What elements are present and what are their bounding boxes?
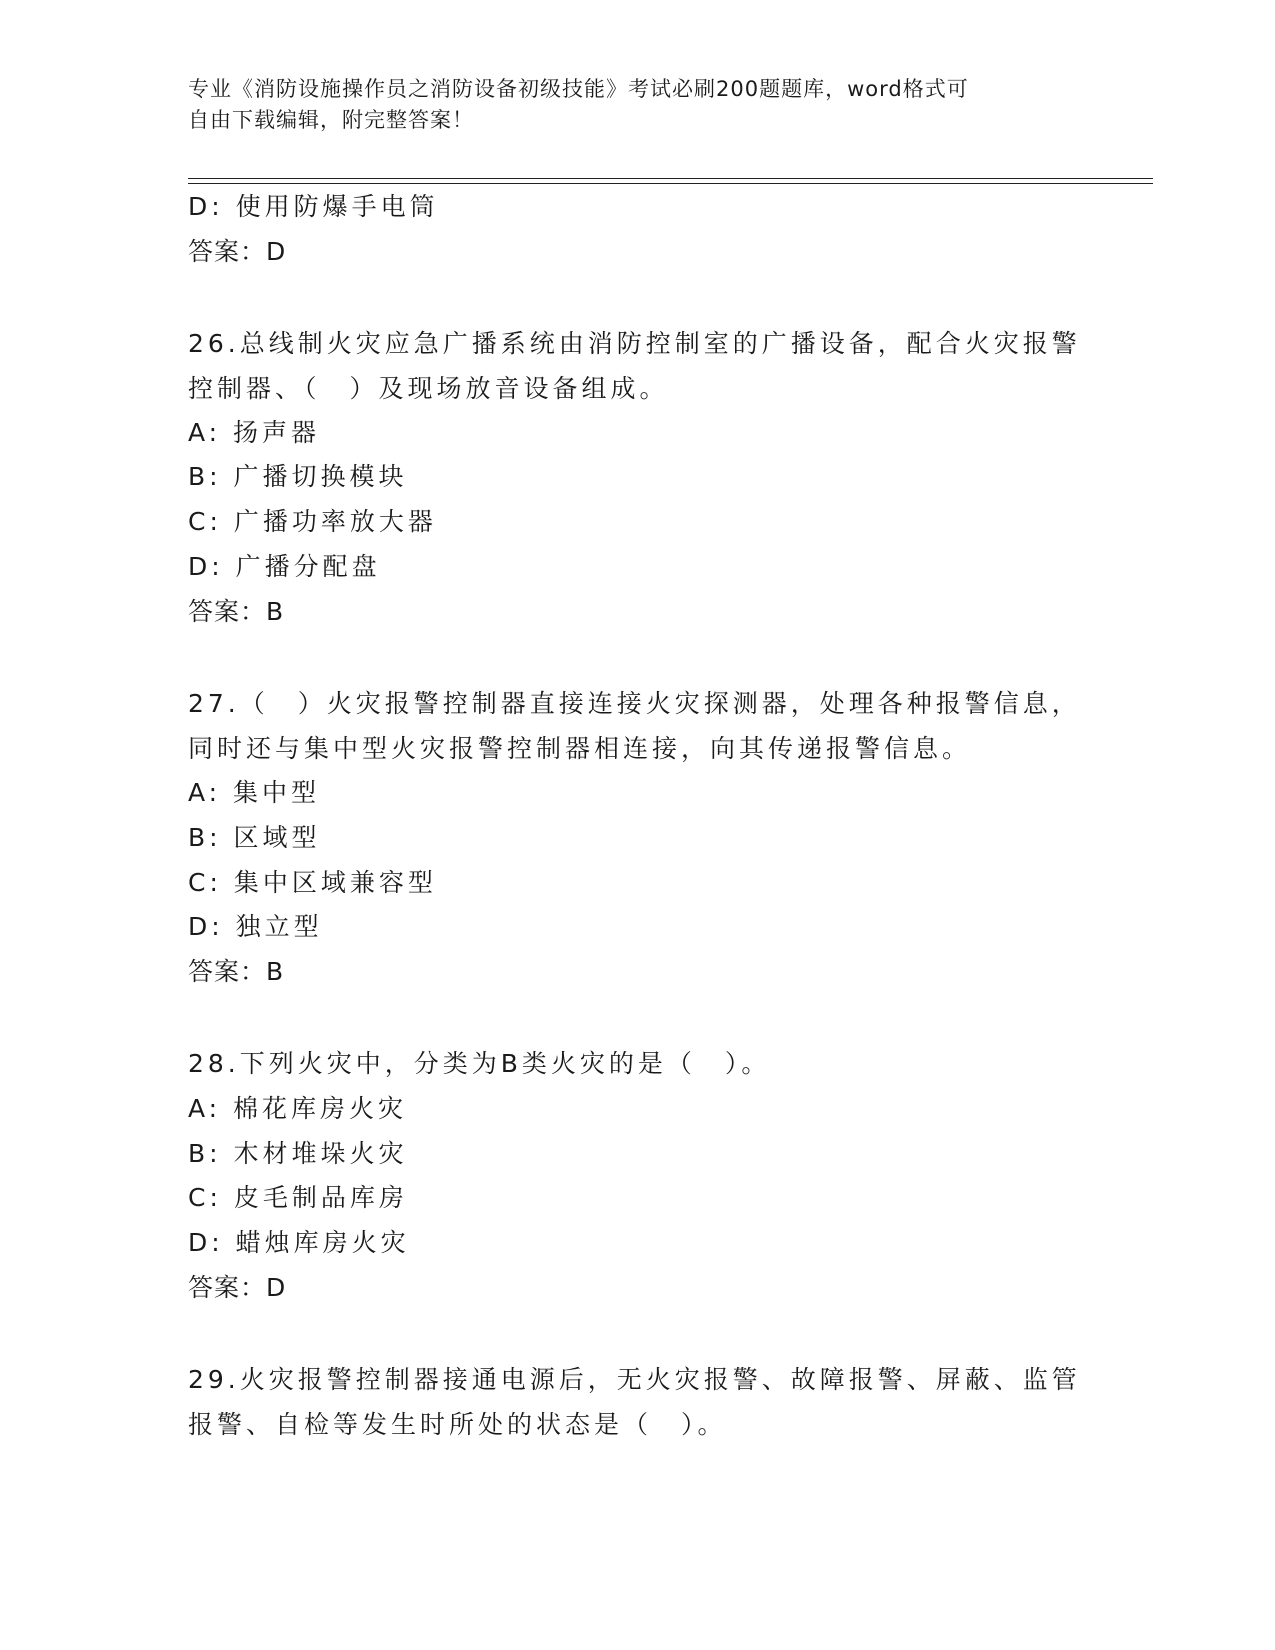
answer-line: 答案：B [188, 957, 285, 986]
header-rule-bottom [188, 183, 1153, 184]
option-a: A: 集中型 [188, 778, 321, 807]
question-29-line-2: 报警、自检等发生时所处的状态是（ ）。 [188, 1410, 727, 1439]
option-c: C: 皮毛制品库房 [188, 1183, 408, 1212]
question-26-line-2: 控制器、（ ）及现场放音设备组成。 [188, 374, 669, 403]
option-a: A: 棉花库房火灾 [188, 1094, 408, 1123]
answer-line: 答案：B [188, 597, 285, 626]
answer-line: 答案：D [188, 237, 287, 266]
question-29-line-1: 29.火灾报警控制器接通电源后，无火灾报警、故障报警、屏蔽、监管 [188, 1365, 1081, 1394]
question-27-line-2: 同时还与集中型火灾报警控制器相连接，向其传递报警信息。 [188, 734, 972, 763]
header-line-1: 专业《消防设施操作员之消防设备初级技能》考试必刷200题题库，word格式可 [188, 77, 969, 101]
question-28-line-1: 28.下列火灾中，分类为B类火灾的是（ ）。 [188, 1049, 771, 1078]
option-d: D: 蜡烛库房火灾 [188, 1228, 410, 1257]
option-d: D: 独立型 [188, 912, 323, 941]
option-a: A: 扬声器 [188, 418, 321, 447]
option-b: B: 区域型 [188, 823, 321, 852]
option-b: B: 木材堆垛火灾 [188, 1139, 408, 1168]
option-c: C: 集中区域兼容型 [188, 868, 437, 897]
document-header [188, 74, 1088, 136]
option-b: B: 广播切换模块 [188, 462, 408, 491]
header-line-2: 自由下载编辑，附完整答案！ [188, 108, 474, 132]
option-d: D: 广播分配盘 [188, 552, 381, 581]
answer-line: 答案：D [188, 1273, 287, 1302]
option-d: D: 使用防爆手电筒 [188, 192, 439, 221]
option-c: C: 广播功率放大器 [188, 507, 437, 536]
question-26-line-1: 26.总线制火灾应急广播系统由消防控制室的广播设备，配合火灾报警 [188, 329, 1081, 358]
question-27-line-1: 27.（ ）火灾报警控制器直接连接火灾探测器，处理各种报警信息， [188, 689, 1081, 718]
header-rule-top [188, 178, 1153, 179]
